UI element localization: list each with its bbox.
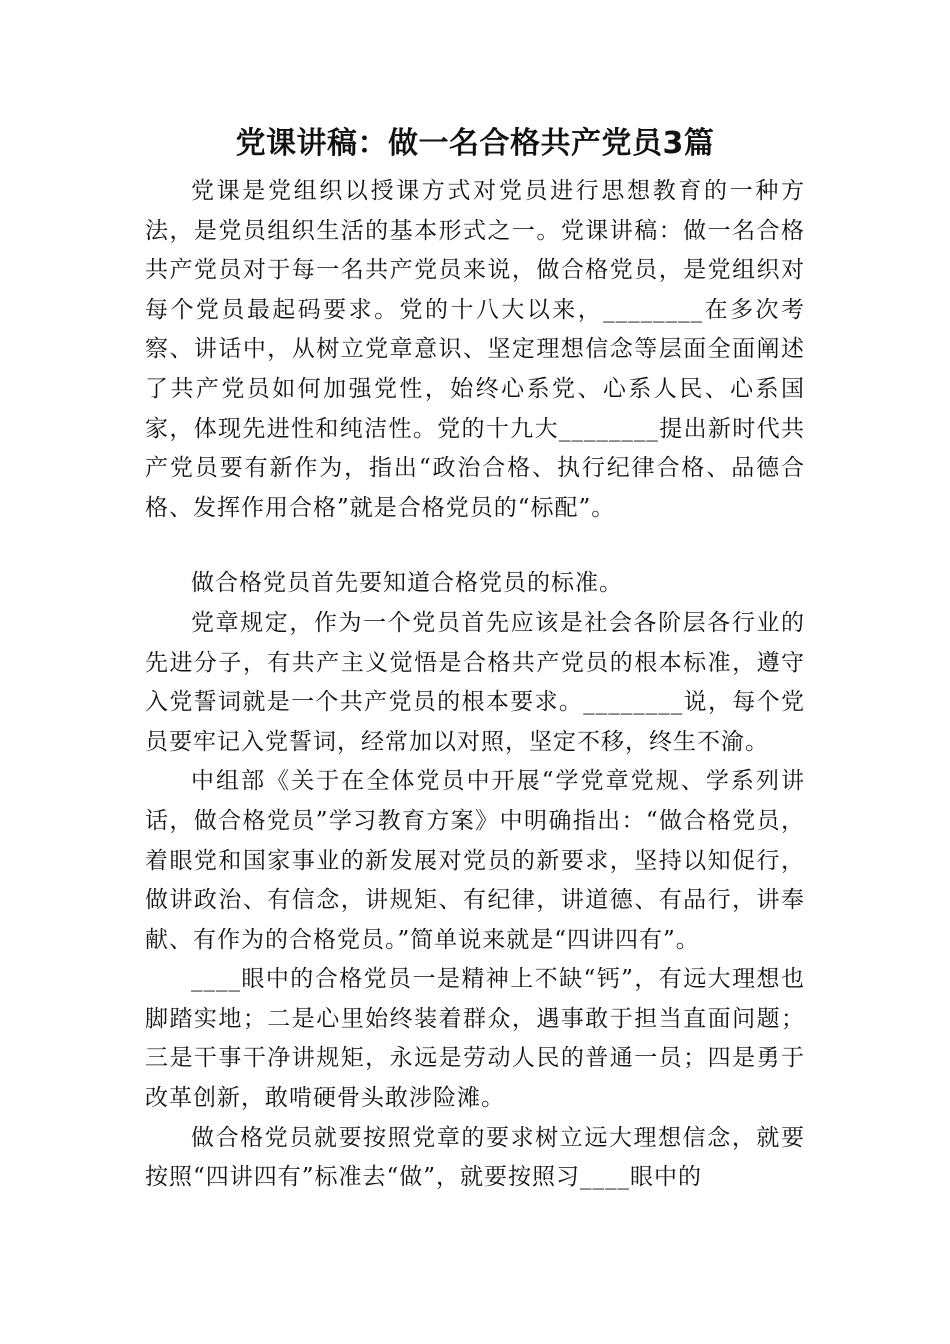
paragraph-standard: 做合格党员首先要知道合格党员的标准。 [191,570,623,597]
paragraph-requirements: 做合格党员就要按照党章的要求树立远大理想信念，就要按照“四讲四有”标准去“做”，就要按照习____眼中的 [145,1124,805,1191]
paragraph-party-constitution: 党章规定，作为一个党员首先应该是社会各阶层各行业的先进分子，有共产主义觉悟是合格共产党员的根本标准，遵守入党誓词就是一个共产党员的根本要求。________说，每个党员要牢记入党誓词，经常加以对照，坚定不移，终生不渝。 [145,609,805,755]
document-title: 党课讲稿：做一名合格共产党员3篇 [235,126,715,161]
document-page [145,118,805,1198]
paragraph-qualified-member: ____眼中的合格党员一是精神上不缺“钙”，有远大理想也脚踏实地；二是心里始终装着群众，遇事敢于担当直面问题；三是干事干净讲规矩，永远是劳动人民的普通一员；四是勇于改革创新，敢啃硬骨头敢涉险滩。 [145,966,805,1112]
paragraph-organization-department: 中组部《关于在全体党员中开展“学党章党规、学系列讲话，做合格党员”学习教育方案》中明确指出：“做合格党员，着眼党和国家事业的新发展对党员的新要求，坚持以知促行，做讲政治、有信念，讲规矩、有纪律，讲道德、有品行，讲奉献、有作为的合格党员。”简单说来就是“四讲四有”。 [145,768,805,953]
paragraph-spacer [145,528,805,564]
paragraph-intro: 党课是党组织以授课方式对党员进行思想教育的一种方法，是党员组织生活的基本形式之一。党课讲稿：做一名合格共产党员对于每一名共产党员来说，做合格党员，是党组织对每个党员最起码要求。党的十八大以来，________在多次考察、讲话中，从树立党章意识、坚定理想信念等层面全面阐述了共产党员如何加强党性，始终心系党、心系人民、心系国家，体现先进性和纯洁性。党的十九大________提出新时代共产党员要有新作为，指出“政治合格、执行纪律合格、品德合格、发挥作用合格”就是合格党员的“标配”。 [145,178,805,521]
